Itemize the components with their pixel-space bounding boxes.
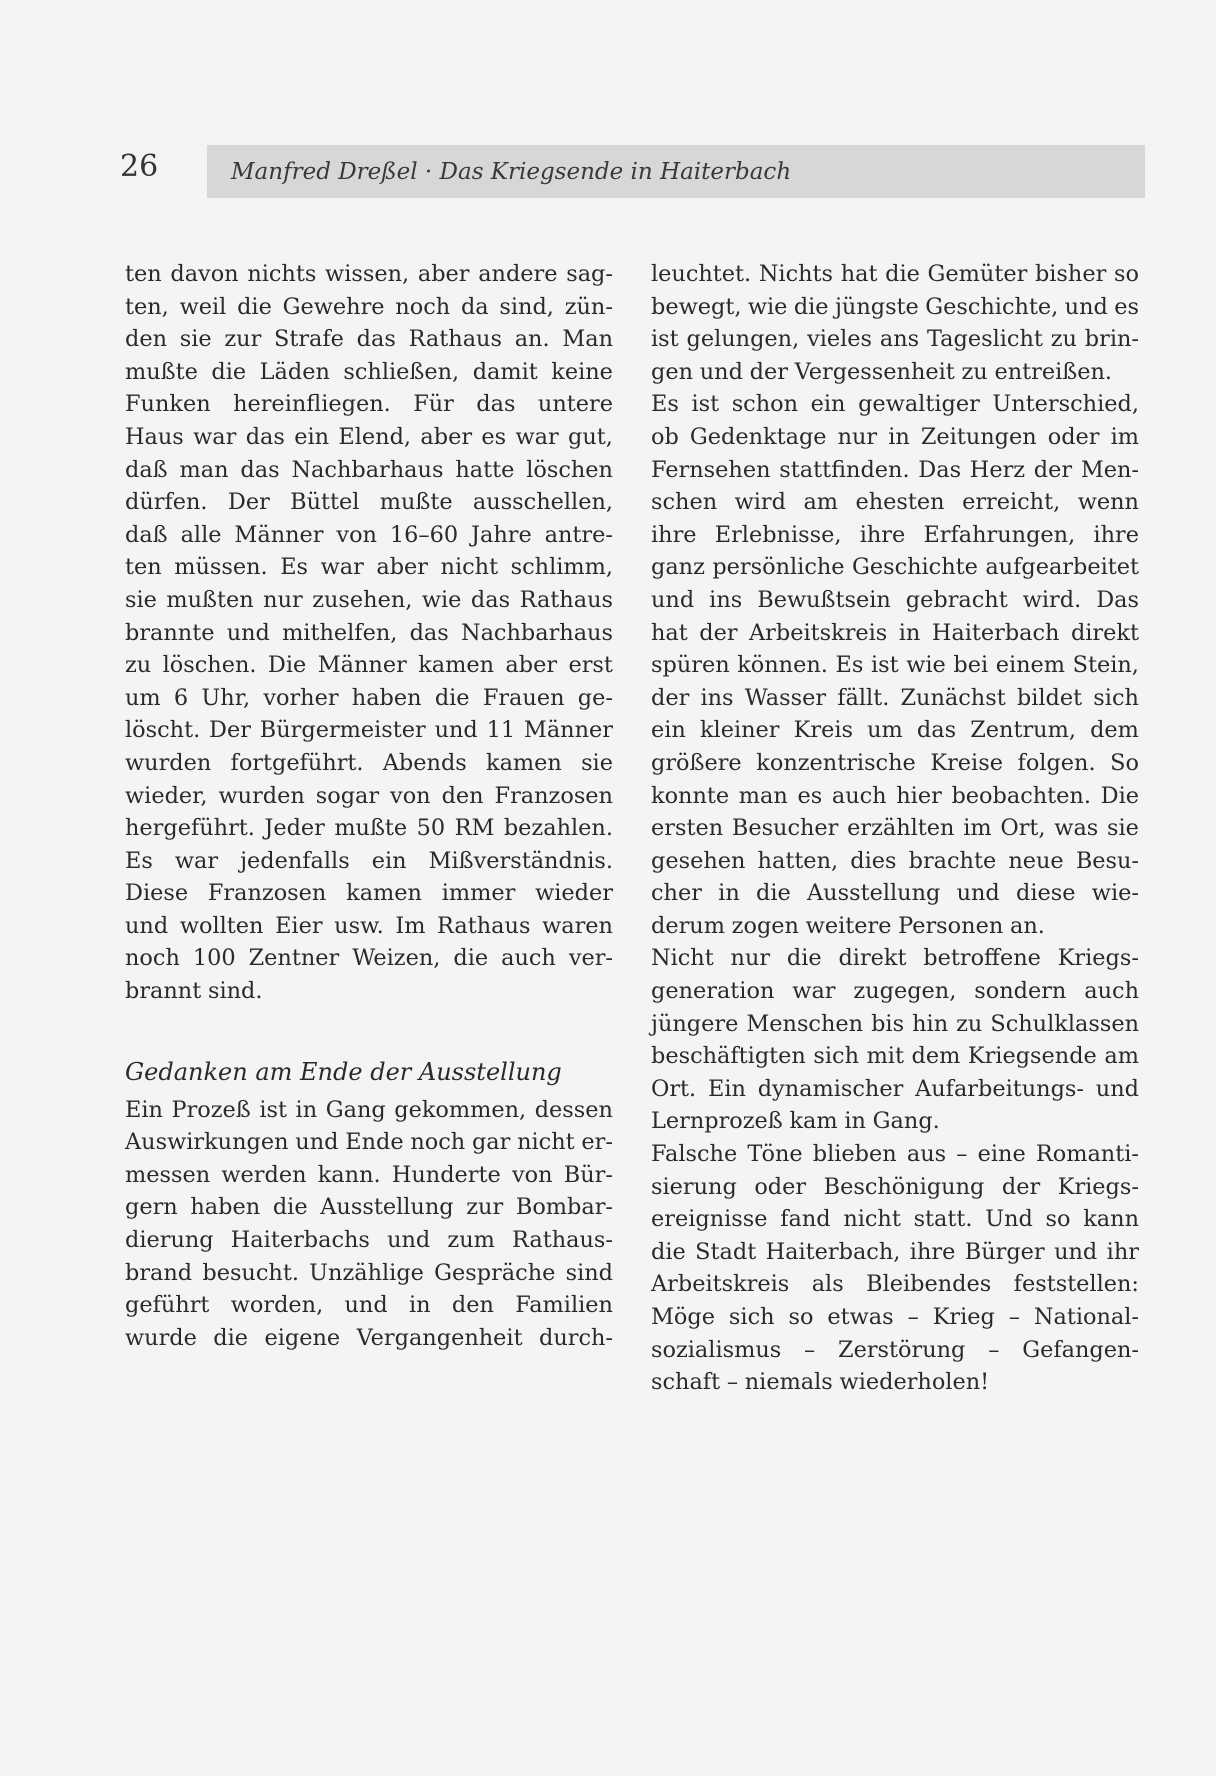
text-line: gen und der Vergessenheit zu entreißen.: [651, 358, 1112, 385]
text-line: geführt worden, und in den Familien: [125, 1292, 613, 1319]
paragraph: [125, 258, 613, 1008]
text-line: Fernsehen stattfinden. Das Herz der Men-: [651, 456, 1139, 483]
text-line: ten müssen. Es war aber nicht schlimm,: [125, 554, 613, 581]
text-line: jüngere Menschen bis hin zu Schulklassen: [651, 1010, 1139, 1037]
text-line: wurden fortgeführt. Abends kamen sie: [125, 749, 613, 776]
text-line: Möge sich so etwas – Krieg – National-: [651, 1304, 1139, 1330]
running-header: [207, 145, 1145, 198]
text-line: brannt sind.: [125, 978, 263, 1005]
text-line: beschäftigten sich mit dem Kriegsende am: [651, 1043, 1139, 1070]
text-line: Lernprozeß kam in Gang.: [651, 1108, 940, 1135]
text-line: schaft – niemals wiederholen!: [651, 1369, 990, 1396]
text-line: sie mußten nur zusehen, wie das Rathaus: [125, 586, 613, 613]
section-heading: Gedanken am Ende der Ausstellung: [125, 1057, 562, 1086]
text-line: Falsche Töne blieben aus – eine Romanti-: [651, 1141, 1139, 1168]
text-line: hat der Arbeitskreis in Haiterbach direkt: [651, 619, 1139, 646]
text-line: bewegt, wie die jüngste Geschichte, und es: [651, 293, 1139, 320]
text-line: dürfen. Der Büttel mußte ausschellen,: [125, 489, 613, 516]
text-line: Arbeitskreis als Bleibendes feststellen:: [651, 1271, 1139, 1298]
text-line: wurde die eigene Vergangenheit durch-: [125, 1324, 613, 1351]
text-line: mußte die Läden schließen, damit keine: [125, 358, 613, 385]
text-line: wieder, wurden sogar von den Franzosen: [125, 782, 613, 809]
text-line: um 6 Uhr, vorher haben die Frauen ge-: [125, 684, 613, 711]
paragraph: [651, 942, 1139, 1138]
text-line: ersten Besucher erzählten im Ort, was sie: [651, 815, 1139, 842]
text-line: ten, weil die Gewehre noch da sind, zün-: [125, 293, 613, 320]
text-line: ereignisse fand nicht statt. Und so kann: [651, 1206, 1139, 1233]
text-line: spüren können. Es ist wie bei einem Stein,: [651, 652, 1139, 679]
text-line: und wollten Eier usw. Im Rathaus waren: [125, 912, 613, 939]
text-line: schen wird am ehesten erreicht, wenn: [651, 489, 1139, 516]
text-line: den sie zur Strafe das Rathaus an. Man: [125, 326, 613, 353]
text-line: messen werden kann. Hunderte von Bür-: [125, 1161, 613, 1188]
text-line: leuchtet. Nichts hat die Gemüter bisher so: [651, 261, 1139, 287]
text-line: ob Gedenktage nur in Zeitungen oder im: [651, 423, 1139, 450]
text-line: brand besucht. Unzählige Gespräche sind: [125, 1259, 613, 1286]
text-line: konnte man es auch hier beobachten. Die: [651, 782, 1139, 809]
text-line: Es war jedenfalls ein Mißverständnis.: [125, 847, 613, 874]
text-line: gern haben die Ausstellung zur Bombar-: [125, 1194, 613, 1221]
text-line: ein kleiner Kreis um das Zentrum, dem: [651, 717, 1139, 744]
text-line: sozialismus – Zerstörung – Gefangen-: [651, 1336, 1139, 1363]
text-line: Ein Prozeß ist in Gang gekommen, dessen: [125, 1096, 613, 1123]
text-line: gesehen hatten, dies brachte neue Besu-: [651, 847, 1139, 874]
text-line: und ins Bewußtsein gebracht wird. Das: [651, 586, 1139, 613]
text-line: der ins Wasser fällt. Zunächst bildet sich: [651, 684, 1139, 711]
right-column: [651, 258, 1139, 1399]
text-line: derum zogen weitere Personen an.: [651, 912, 1045, 939]
text-line: Es ist schon ein gewaltiger Unterschied,: [651, 391, 1139, 418]
text-line: sierung oder Beschönigung der Kriegs-: [651, 1173, 1139, 1200]
paragraph: [651, 258, 1139, 388]
page-number: 26: [120, 149, 159, 184]
paragraph: [651, 1138, 1139, 1399]
text-line: Auswirkungen und Ende noch gar nicht er-: [125, 1129, 613, 1156]
text-line: ist gelungen, vieles ans Tageslicht zu brin-: [651, 326, 1139, 353]
text-line: brannte und mithelfen, das Nachbarhaus: [125, 619, 613, 646]
text-line: Nicht nur die direkt betroffene Kriegs-: [651, 945, 1139, 972]
left-column: [125, 258, 613, 1354]
text-line: daß man das Nachbarhaus hatte löschen: [125, 456, 613, 483]
text-line: cher in die Ausstellung und diese wie-: [651, 880, 1139, 907]
text-line: Haus war das ein Elend, aber es war gut,: [125, 423, 613, 450]
text-line: noch 100 Zentner Weizen, die auch ver-: [125, 945, 613, 972]
text-line: dierung Haiterbachs und zum Rathaus-: [125, 1227, 613, 1254]
text-line: Funken hereinfliegen. Für das untere: [125, 391, 613, 418]
text-line: daß alle Männer von 16–60 Jahre antre-: [125, 521, 613, 548]
text-line: die Stadt Haiterbach, ihre Bürger und ihr: [651, 1238, 1139, 1265]
text-line: löscht. Der Bürgermeister und 11 Männer: [125, 717, 613, 744]
text-line: generation war zugegen, sondern auch: [651, 978, 1139, 1005]
running-header-title: Manfred Dreßel · Das Kriegsende in Haiterbach: [231, 159, 792, 185]
paragraph: [651, 388, 1139, 942]
text-line: ihre Erlebnisse, ihre Erfahrungen, ihre: [651, 521, 1139, 548]
text-line: ten davon nichts wissen, aber andere sag-: [125, 261, 613, 287]
paragraph: [125, 1094, 613, 1355]
text-line: größere konzentrische Kreise folgen. So: [651, 749, 1139, 776]
text-line: zu löschen. Die Männer kamen aber erst: [125, 652, 613, 679]
text-line: Diese Franzosen kamen immer wieder: [125, 880, 613, 907]
text-line: Ort. Ein dynamischer Aufarbeitungs- und: [651, 1075, 1139, 1102]
text-line: ganz persönliche Geschichte aufgearbeitet: [651, 554, 1139, 581]
text-line: hergeführt. Jeder mußte 50 RM bezahlen.: [125, 815, 613, 842]
